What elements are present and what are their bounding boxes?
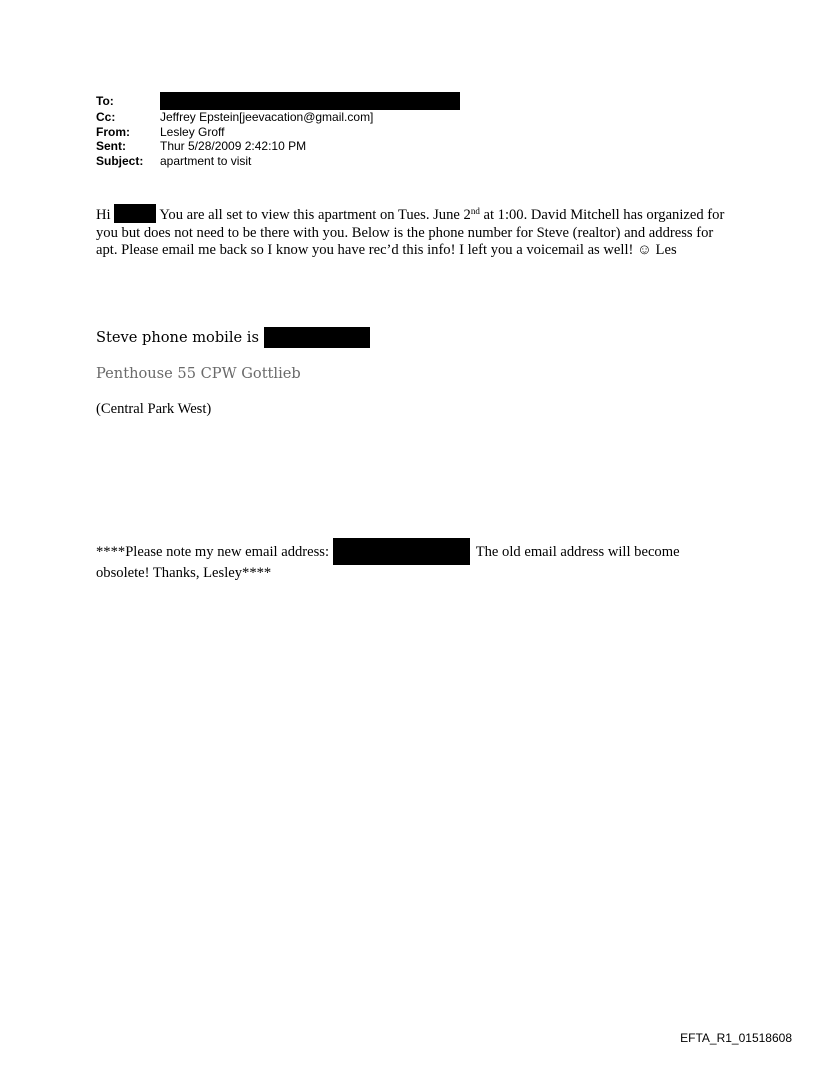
to-row	[96, 94, 460, 110]
steve-phone-line	[96, 327, 370, 348]
from-label: From:	[96, 124, 130, 139]
to-value	[160, 94, 460, 110]
from-row	[96, 125, 460, 140]
greeting: Hi	[96, 207, 111, 223]
email-body	[96, 204, 726, 260]
penthouse-line: Penthouse 55 CPW Gottlieb	[96, 365, 301, 382]
subject-row	[96, 154, 460, 169]
from-value: Lesley Groff	[160, 124, 225, 139]
note-part1: ****Please note my new email address:	[96, 544, 330, 560]
email-header	[96, 94, 460, 168]
body-text-part1: You are all set to view this apartment on Tues. June 2	[159, 207, 471, 223]
redaction-email	[333, 538, 470, 565]
subject-value: apartment to visit	[160, 153, 252, 168]
subject-label: Subject:	[96, 153, 144, 168]
ordinal-suffix: nd	[470, 206, 480, 216]
sent-label: Sent:	[96, 139, 126, 153]
steve-phone-label: Steve phone mobile is	[96, 329, 259, 346]
redaction-to	[160, 92, 460, 110]
redaction-phone	[264, 327, 370, 348]
cc-value: Jeffrey Epstein[jeevacation@gmail.com]	[160, 110, 374, 124]
redaction-name	[114, 204, 156, 223]
sent-value: Thur 5/28/2009 2:42:10 PM	[160, 139, 307, 153]
sent-row	[96, 139, 460, 154]
note-part2: The old email address will become obsolete! Thanks, Lesley****	[96, 544, 680, 581]
email-address-note	[96, 538, 736, 583]
body-text-part2: at 1:00. David Mitchell has organized for you but does not need to be there with you. Below is the phone number for Steve (realtor) and address for apt. Please email me back so I know you have rec’d this info! I left you a voicemail as well! ☺ Les	[96, 207, 725, 259]
document-id: EFTA_R1_01518608	[680, 1031, 792, 1045]
cc-row	[96, 110, 460, 125]
cc-label: Cc:	[96, 110, 116, 124]
central-park-west-line: (Central Park West)	[96, 401, 212, 417]
to-label: To:	[96, 94, 114, 108]
